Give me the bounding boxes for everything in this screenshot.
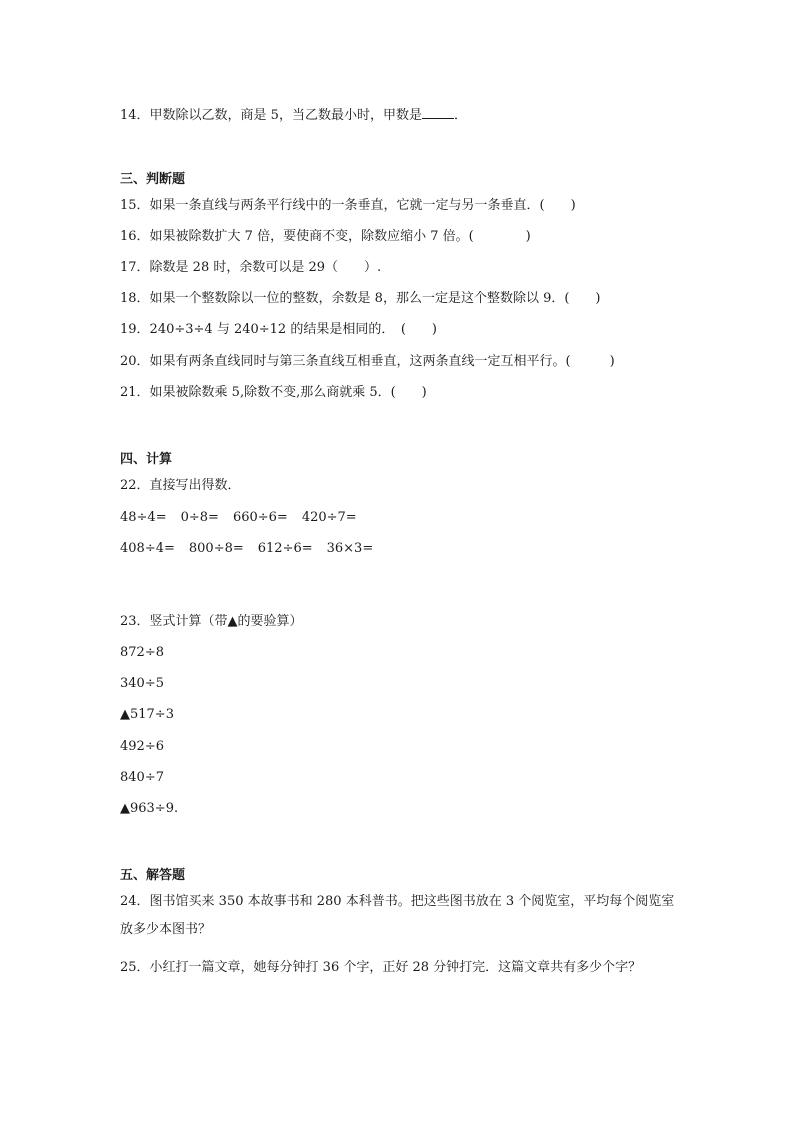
vertical-calc-item: 872÷8 [120, 645, 164, 660]
vertical-calc-item: 340÷5 [120, 676, 164, 691]
question-25: 25．小红打一篇文章，她每分钟打 36 个字，正好 28 分钟打完．这篇文章共有多少个字？ [120, 960, 642, 975]
question-22-row-2 [120, 539, 387, 559]
section-3-title: 三、判断题 [120, 172, 186, 187]
calc-item: 36×3= [326, 541, 374, 556]
question-15: 15．如果一条直线与两条平行线中的一条垂直，它就一定与另一条垂直．( ) [120, 198, 576, 213]
question-24: 24．图书馆买来 350 本故事书和 280 本科普书。把这些图书放在 3 个阅览室，平均每个阅览室放多少本图书？ [120, 894, 675, 937]
calc-item: 800÷8= [188, 541, 244, 556]
calc-item: 660÷6= [232, 510, 288, 525]
calc-item: 420÷7= [301, 510, 357, 525]
vertical-calc-item: 492÷6 [120, 739, 164, 754]
question-14-text: 14．甲数除以乙数，商是 5，当乙数最小时，甲数是 [120, 108, 422, 123]
vertical-calc-item: ▲517÷3 [120, 707, 174, 722]
question-20: 20．如果有两条直线同时与第三条直线互相垂直，这两条直线一定互相平行。( ) [120, 354, 615, 369]
question-22-title: 22．直接写出得数． [120, 478, 241, 493]
calc-item: 48÷4= [120, 510, 167, 525]
vertical-calc-item: 840÷7 [120, 770, 164, 785]
question-21: 21．如果被除数乘 5,除数不变,那么商就乘 5．( ) [120, 385, 427, 400]
vertical-calc-item: ▲963÷9. [120, 801, 179, 816]
question-19: 19．240÷3÷4 与 240÷12 的结果是相同的． ( ) [120, 322, 437, 337]
answer-blank [422, 104, 454, 119]
question-18: 18．如果一个整数除以一位的整数，余数是 8，那么一定是这个整数除以 9．( ) [120, 291, 601, 306]
calc-item: 0÷8= [180, 510, 219, 525]
question-23-title: 23．竖式计算（带▲的要验算） [120, 614, 303, 629]
question-14 [120, 104, 467, 126]
section-5-title: 五、解答题 [120, 868, 186, 883]
question-22-row-1 [120, 508, 371, 528]
question-14-tail: ． [453, 108, 467, 123]
section-4-title: 四、计算 [120, 452, 173, 467]
question-16: 16．如果被除数扩大 7 倍，要使商不变，除数应缩小 7 倍。( ) [120, 229, 531, 244]
calc-item: 408÷4= [120, 541, 175, 556]
question-17: 17．除数是 28 时，余数可以是 29（ ）. [120, 260, 382, 275]
calc-item: 612÷6= [257, 541, 313, 556]
